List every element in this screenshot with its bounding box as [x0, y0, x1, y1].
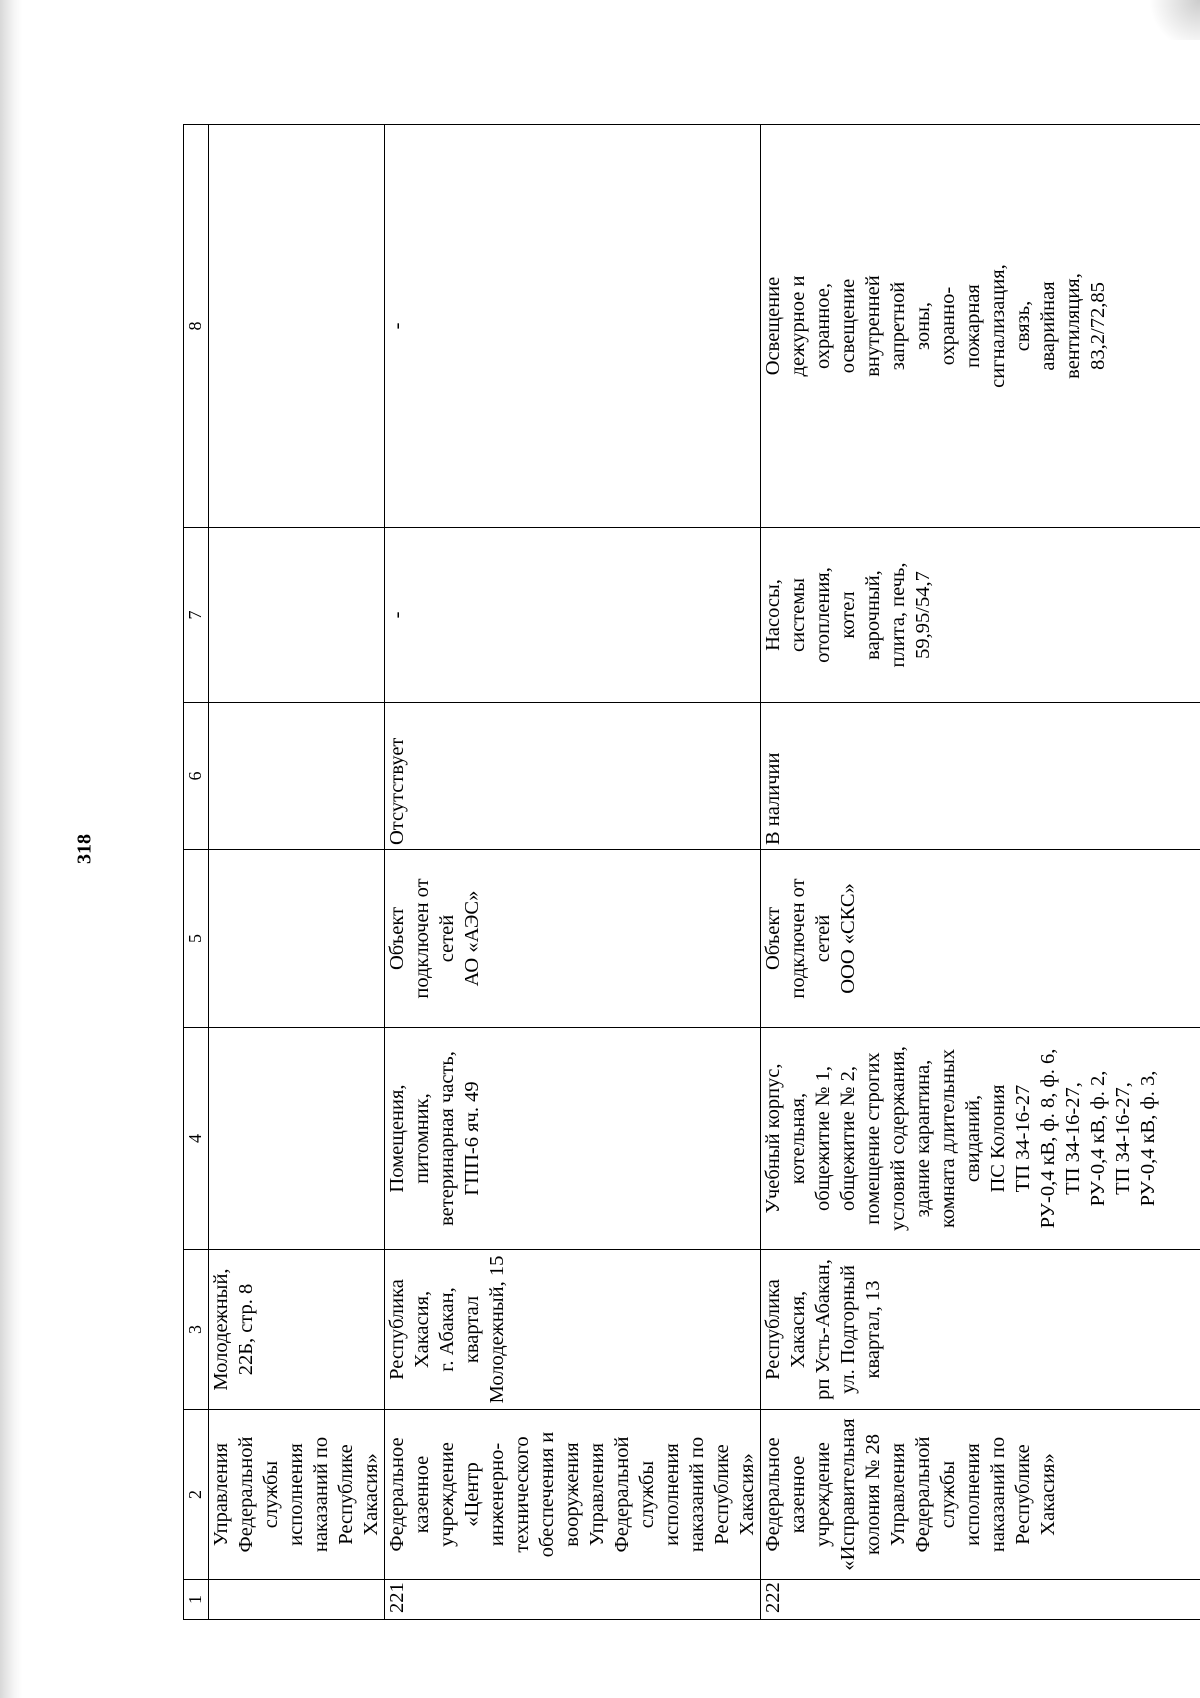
cell-text: Объект подключен от сетей ООО «СКС»	[762, 878, 859, 999]
col-header: 7	[184, 528, 209, 703]
cell-text: Республика Хакасия, рп Усть-Абакан, ул. Подгорный квартал, 13	[762, 1259, 884, 1400]
cell-equipment	[209, 528, 385, 703]
cell-availability	[209, 703, 385, 850]
cell-connection	[761, 850, 1200, 1028]
cell-text: Учебный корпус, котельная, общежитие № 1, общежитие № 2, помещение строгих условий содержания, здание карантина, комната длительных свиданий, ПС Колония ТП 34-16-27 РУ-0,4 кВ, ф. 8, ф. 6, ТП 34-16-27, РУ-0,4 кВ, ф. 2, ТП 34-16-27, РУ-0,4 кВ, ф. 3,	[762, 1046, 1159, 1231]
cell-text: -	[386, 611, 408, 619]
cell-organization	[761, 1410, 1200, 1580]
cell-text: Федеральное казенное учреждение «Центр инженерно- технического обеспечения и вооружения Управления Федеральной службы исполнения наказаний по Республике Хакасия»	[386, 1431, 758, 1558]
cell-systems	[385, 125, 761, 528]
table-row	[761, 125, 1200, 1620]
col-header: 8	[184, 125, 209, 528]
scan-edge-shadow	[0, 0, 22, 1698]
cell-address	[385, 1250, 761, 1410]
cell-text: -	[386, 322, 408, 330]
cell-availability	[761, 703, 1200, 850]
scan-corner-shadow	[1140, 0, 1200, 40]
col-header: 1	[184, 1580, 209, 1620]
cell-address	[209, 1250, 385, 1410]
cell-systems	[209, 125, 385, 528]
cell-connection	[385, 850, 761, 1028]
cell-text: В наличии	[762, 752, 784, 845]
cell-text: Молодежный, 22Б, стр. 8	[210, 1268, 257, 1391]
col-header: 2	[184, 1410, 209, 1580]
header-row	[184, 125, 209, 1620]
cell-text: Помещения, питомник, ветеринарная часть, ГПП-6 яч. 49	[386, 1051, 483, 1226]
cell-objects	[761, 1028, 1200, 1250]
cell-text: Насосы, системы отопления, котел варочный, плита, печь, 59,95/54,7	[762, 562, 934, 668]
cell-text: Республика Хакасия, г. Абакан, квартал Молодежный, 15	[386, 1255, 508, 1404]
table-row	[385, 125, 761, 1620]
page-number: 318	[73, 834, 96, 864]
table-row-continued	[209, 125, 385, 1620]
cell-text: Освещение дежурное и охранное, освещение внутренней запретной зоны, охранно- пожарная сигнализация, связь, аварийная вентиляция, 83,2/72,85	[762, 264, 1109, 388]
cell-availability	[385, 703, 761, 850]
data-table	[183, 125, 1159, 1620]
cell-equipment	[385, 528, 761, 703]
cell-organization	[209, 1410, 385, 1580]
col-header: 5	[184, 850, 209, 1028]
cell-text: Объект подключен от сетей АО «АЭС»	[386, 878, 483, 999]
cell-organization	[385, 1410, 761, 1580]
cell-objects	[385, 1028, 761, 1250]
col-header: 3	[184, 1250, 209, 1410]
cell-address	[761, 1250, 1200, 1410]
cell-text: Отсутствует	[386, 737, 408, 845]
cell-equipment	[761, 528, 1200, 703]
cell-text: Управления Федеральной службы исполнения наказаний по Республике Хакасия»	[210, 1436, 382, 1553]
col-header: 6	[184, 703, 209, 850]
rotated-table-wrapper	[183, 125, 1159, 1620]
cell-number	[209, 1580, 385, 1620]
cell-objects	[209, 1028, 385, 1250]
cell-systems	[761, 125, 1200, 528]
cell-connection	[209, 850, 385, 1028]
col-header: 4	[184, 1028, 209, 1250]
cell-text: Федеральное казенное учреждение «Исправительная колония № 28 Управления Федеральной службы исполнения наказаний по Республике Хакасия»	[762, 1418, 1059, 1571]
cell-number: 221	[385, 1580, 761, 1620]
cell-number: 222	[761, 1580, 1200, 1620]
